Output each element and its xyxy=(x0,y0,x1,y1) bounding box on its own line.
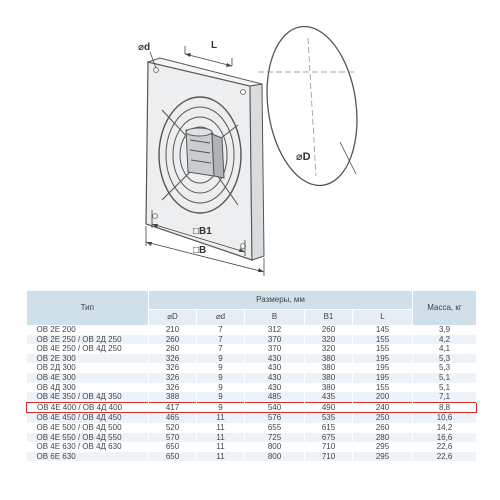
table-row xyxy=(27,423,477,433)
cell-L: 260 xyxy=(353,423,413,433)
table-row xyxy=(27,452,477,462)
cell-B1: 490 xyxy=(305,402,353,413)
cell-B: 540 xyxy=(245,402,305,413)
cell-B: 430 xyxy=(245,354,305,364)
cell-type: ОВ 4Е 350 / ОВ 4Д 350 xyxy=(27,392,149,402)
cell-D: 326 xyxy=(149,373,197,383)
cell-L: 295 xyxy=(353,442,413,452)
cell-d: 7 xyxy=(197,325,245,335)
cell-B1: 380 xyxy=(305,383,353,393)
subheader-B: B xyxy=(245,309,305,325)
cell-type: ОВ 4Е 630 / ОВ 4Д 630 xyxy=(27,442,149,452)
cell-B: 430 xyxy=(245,383,305,393)
cell-d: 9 xyxy=(197,373,245,383)
cell-B1: 260 xyxy=(305,325,353,335)
cell-B1: 320 xyxy=(305,344,353,354)
table-row xyxy=(27,413,477,423)
cell-L: 195 xyxy=(353,363,413,373)
cell-type: ОВ 4Е 500 / ОВ 4Д 500 xyxy=(27,423,149,433)
cell-type: ОВ 2Д 300 xyxy=(27,363,149,373)
subheader-B1: B1 xyxy=(305,309,353,325)
cell-B: 655 xyxy=(245,423,305,433)
cell-B: 430 xyxy=(245,363,305,373)
cell-B1: 380 xyxy=(305,354,353,364)
table-row xyxy=(27,373,477,383)
table-row xyxy=(27,354,477,364)
table-row xyxy=(27,335,477,345)
cell-mass: 8,8 xyxy=(413,402,477,413)
cell-mass: 5,3 xyxy=(413,363,477,373)
cell-D: 326 xyxy=(149,383,197,393)
cell-mass: 5,1 xyxy=(413,373,477,383)
cell-d: 7 xyxy=(197,335,245,345)
cell-B1: 615 xyxy=(305,423,353,433)
cell-d: 11 xyxy=(197,423,245,433)
cell-d: 11 xyxy=(197,452,245,462)
cell-d: 11 xyxy=(197,442,245,452)
cell-L: 145 xyxy=(353,325,413,335)
cell-type: ОВ 6Е 630 xyxy=(27,452,149,462)
subheader-d: ⌀d xyxy=(197,309,245,325)
cell-mass: 5,1 xyxy=(413,383,477,393)
cell-type: ОВ 4Е 400 / ОВ 4Д 400 xyxy=(27,402,149,413)
cell-d: 9 xyxy=(197,392,245,402)
subheader-D: ⌀D xyxy=(149,309,197,325)
cell-type: ОВ 4Е 300 xyxy=(27,373,149,383)
cell-d: 9 xyxy=(197,383,245,393)
cell-L: 200 xyxy=(353,392,413,402)
cell-B1: 710 xyxy=(305,442,353,452)
cell-D: 417 xyxy=(149,402,197,413)
header-mass: Масса, кг xyxy=(413,291,477,325)
cell-d: 7 xyxy=(197,344,245,354)
cell-B1: 380 xyxy=(305,373,353,383)
cell-L: 155 xyxy=(353,344,413,354)
dimension-label-L: L xyxy=(211,40,218,51)
cell-B1: 380 xyxy=(305,363,353,373)
cell-B: 370 xyxy=(245,344,305,354)
cell-mass: 4,1 xyxy=(413,344,477,354)
table-row xyxy=(27,363,477,373)
cell-D: 520 xyxy=(149,423,197,433)
cell-mass: 4,2 xyxy=(413,335,477,345)
cell-type: ОВ 4Д 300 xyxy=(27,383,149,393)
cell-mass: 5,3 xyxy=(413,354,477,364)
cell-B1: 320 xyxy=(305,335,353,345)
cell-L: 280 xyxy=(353,433,413,443)
cell-d: 11 xyxy=(197,433,245,443)
cell-L: 195 xyxy=(353,373,413,383)
cell-d: 11 xyxy=(197,413,245,423)
cell-B: 725 xyxy=(245,433,305,443)
table-row xyxy=(27,344,477,354)
cell-d: 9 xyxy=(197,402,245,413)
cell-type: ОВ 4Е 450 / ОВ 4Д 450 xyxy=(27,413,149,423)
cell-mass: 14,2 xyxy=(413,423,477,433)
cell-L: 250 xyxy=(353,413,413,423)
table-row xyxy=(27,392,477,402)
cell-B: 430 xyxy=(245,373,305,383)
cell-B: 576 xyxy=(245,413,305,423)
cell-D: 210 xyxy=(149,325,197,335)
cell-D: 326 xyxy=(149,354,197,364)
cell-D: 260 xyxy=(149,335,197,345)
cell-d: 9 xyxy=(197,363,245,373)
cell-D: 465 xyxy=(149,413,197,423)
cell-D: 650 xyxy=(149,442,197,452)
table-row xyxy=(27,442,477,452)
table-row xyxy=(27,433,477,443)
header-dimensions: Размеры, мм xyxy=(149,291,413,309)
cell-L: 155 xyxy=(353,335,413,345)
cell-mass: 3,9 xyxy=(413,325,477,335)
cell-B: 312 xyxy=(245,325,305,335)
cell-type: ОВ 2Е 300 xyxy=(27,354,149,364)
cell-B1: 675 xyxy=(305,433,353,443)
cell-type: ОВ 2Е 250 / ОВ 2Д 250 xyxy=(27,335,149,345)
cell-D: 570 xyxy=(149,433,197,443)
dimension-label-D: ⌀D xyxy=(296,151,311,163)
table-row xyxy=(27,383,477,393)
cell-mass: 16,6 xyxy=(413,433,477,443)
cell-B1: 710 xyxy=(305,452,353,462)
cell-L: 240 xyxy=(353,402,413,413)
dimension-label-d: ⌀d xyxy=(138,42,151,53)
cell-mass: 7,1 xyxy=(413,392,477,402)
cell-L: 155 xyxy=(353,383,413,393)
cell-type: ОВ 2Е 200 xyxy=(27,325,149,335)
cell-L: 295 xyxy=(353,452,413,462)
cell-D: 326 xyxy=(149,363,197,373)
cell-B: 800 xyxy=(245,452,305,462)
cell-B: 800 xyxy=(245,442,305,452)
cell-d: 9 xyxy=(197,354,245,364)
cell-type: ОВ 4Е 550 / ОВ 4Д 550 xyxy=(27,433,149,443)
cell-B1: 435 xyxy=(305,392,353,402)
dimension-label-B1: □B1 xyxy=(193,226,212,237)
table-row xyxy=(27,325,477,335)
cell-mass: 10,6 xyxy=(413,413,477,423)
cell-type: ОВ 4Е 250 / ОВ 4Д 250 xyxy=(27,344,149,354)
cell-D: 650 xyxy=(149,452,197,462)
cell-D: 388 xyxy=(149,392,197,402)
cell-B1: 535 xyxy=(305,413,353,423)
header-type: Тип xyxy=(27,291,149,325)
cell-mass: 22,6 xyxy=(413,452,477,462)
cell-B: 485 xyxy=(245,392,305,402)
cell-L: 195 xyxy=(353,354,413,364)
table-row xyxy=(27,402,477,413)
subheader-L: L xyxy=(353,309,413,325)
specifications-table xyxy=(26,291,477,461)
cell-mass: 22,6 xyxy=(413,442,477,452)
cell-B: 370 xyxy=(245,335,305,345)
impeller-disc xyxy=(257,21,366,192)
cell-D: 260 xyxy=(149,344,197,354)
table-body xyxy=(27,325,477,461)
dimension-label-B: □B xyxy=(193,245,207,256)
